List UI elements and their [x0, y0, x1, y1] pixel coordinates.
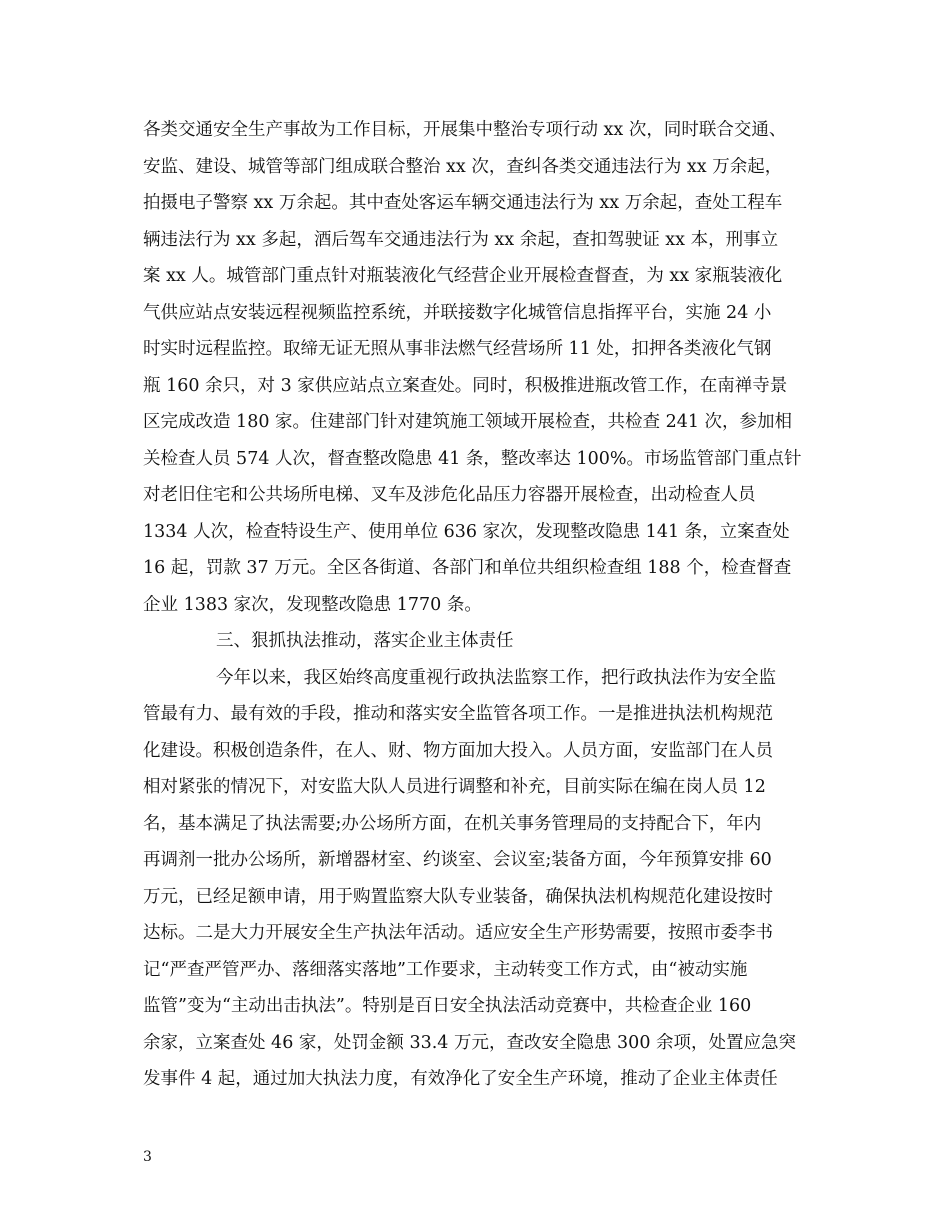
body-text-line: 相对紧张的情况下，对安监大队人员进行调整和补充，目前实际在编在岗人员 12	[143, 777, 766, 797]
body-text-line: 安监、建设、城管等部门组成联合整治 xx 次，查纠各类交通违法行为 xx 万余起，	[143, 157, 783, 177]
body-text-line: 记“严查严管严办、落细落实落地”工作要求，主动转变工作方式，由“被动实施	[143, 960, 748, 980]
body-text-line: 今年以来，我区始终高度重视行政执法监察工作，把行政执法作为安全监	[216, 668, 776, 688]
body-text-line: 管最有力、最有效的手段，推动和落实安全监管各项工作。一是推进执法机构规范	[143, 704, 773, 724]
body-text-line: 万元，已经足额申请，用于购置监察大队专业装备，确保执法机构规范化建设按时	[143, 887, 773, 907]
body-text-line: 关检查人员 574 人次，督查整改隐患 41 条，整改率达 100%。市场监管部门重点针	[143, 449, 802, 469]
body-text-line: 监管”变为“主动出击执法”。特别是百日安全执法活动竞赛中，共检查企业 160	[143, 996, 752, 1016]
body-text-line: 16 起，罚款 37 万元。全区各街道、各部门和单位共组织检查组 188 个，检查督查	[143, 558, 792, 578]
body-text-line: 再调剂一批办公场所，新增器材室、约谈室、会议室;装备方面，今年预算安排 60	[143, 850, 772, 870]
body-text-line: 对老旧住宅和公共场所电梯、叉车及涉危化品压力容器开展检查，出动检查人员	[143, 485, 756, 505]
body-text-line: 1334 人次，检查特设生产、使用单位 636 家次，发现整改隐患 141 条，立案查处	[143, 522, 790, 542]
body-text-line: 企业 1383 家次，发现整改隐患 1770 条。	[143, 595, 482, 615]
body-text-line: 案 xx 人。城管部门重点针对瓶装液化气经营企业开展检查督查，为 xx 家瓶装液化	[143, 266, 783, 286]
body-text-line: 时实时远程监控。取缔无证无照从事非法燃气经营场所 11 处，扣押各类液化气钢	[143, 339, 772, 359]
body-text-line: 瓶 160 余只，对 3 家供应站点立案查处。同时，积极推进瓶改管工作，在南禅寺景	[143, 376, 788, 396]
body-text-line: 名，基本满足了执法需要;办公场所方面，在机关事务管理局的支持配合下，年内	[143, 814, 762, 834]
body-text-line: 化建设。积极创造条件，在人、财、物方面加大投入。人员方面，安监部门在人员	[143, 741, 773, 761]
body-text-line: 发事件 4 起，通过加大执法力度，有效净化了安全生产环境，推动了企业主体责任	[143, 1069, 778, 1089]
body-text-line: 达标。二是大力开展安全生产执法年活动。适应安全生产形势需要，按照市委李书	[143, 923, 773, 943]
section-heading: 三、狠抓执法推动，落实企业主体责任	[216, 631, 514, 651]
body-text-line: 余家，立案查处 46 家，处罚金额 33.4 万元，查改安全隐患 300 余项，处置应急突	[143, 1033, 797, 1053]
body-text-line: 辆违法行为 xx 多起，酒后驾车交通违法行为 xx 余起，查扣驾驶证 xx 本，刑事立	[143, 230, 779, 250]
body-text-line: 各类交通安全生产事故为工作目标，开展集中整治专项行动 xx 次，同时联合交通、	[143, 120, 787, 140]
body-text-line: 拍摄电子警察 xx 万余起。其中查处客运车辆交通违法行为 xx 万余起，查处工程车	[143, 193, 783, 213]
page-number: 3	[143, 1149, 152, 1165]
body-text-line: 区完成改造 180 家。住建部门针对建筑施工领域开展检查，共检查 241 次，参加相	[143, 412, 793, 432]
body-text-line: 气供应站点安装远程视频监控系统，并联接数字化城管信息指挥平台，实施 24 小	[143, 303, 772, 323]
